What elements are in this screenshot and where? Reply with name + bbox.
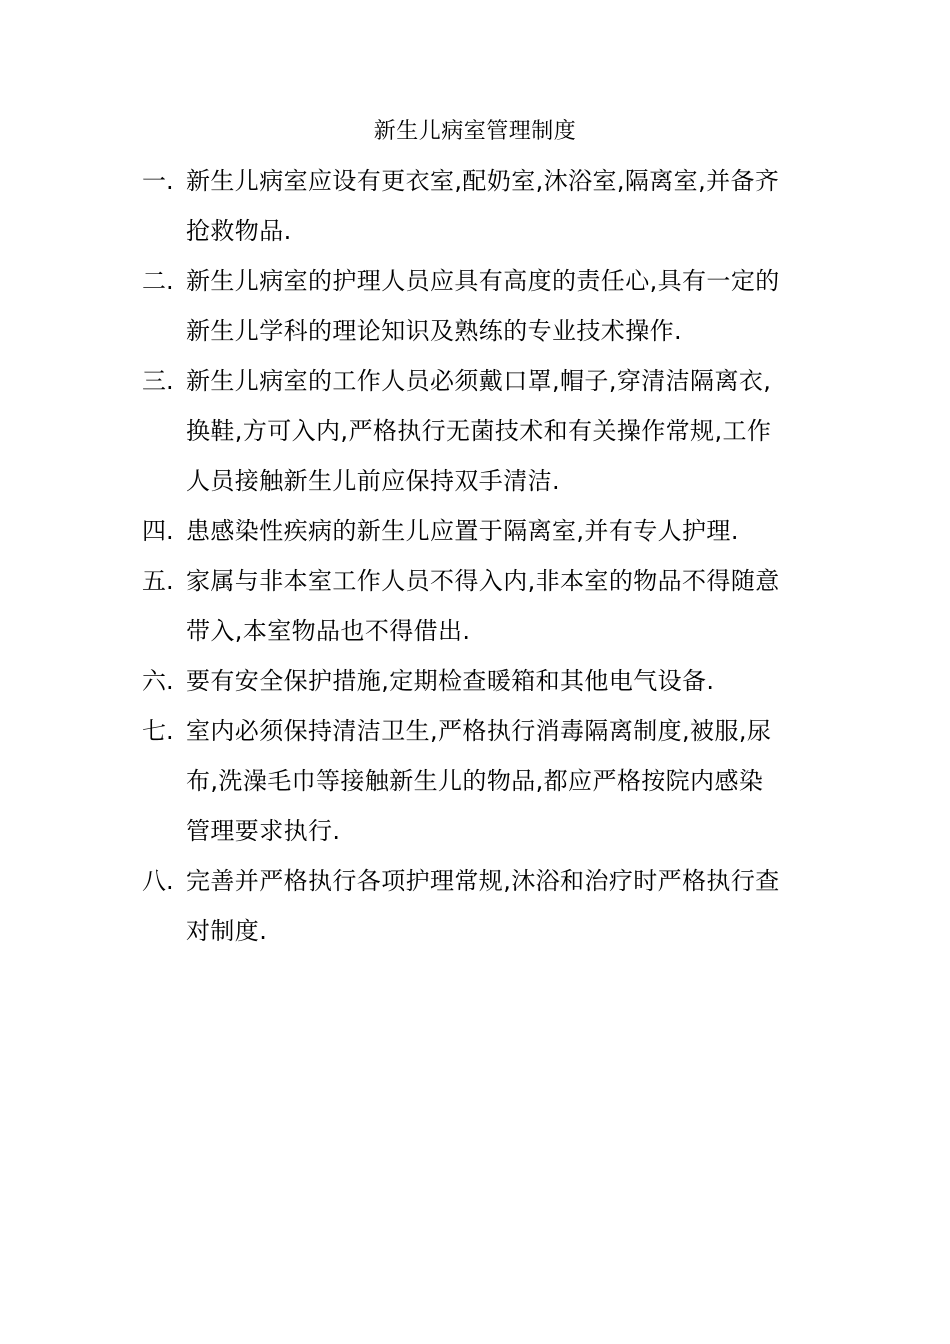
rule-text-line: 人员接触新生儿前应保持双手清洁. [186,467,561,495]
rule-item-7 [142,706,822,856]
rule-text [186,356,822,506]
rule-text-line: 新生儿病室的护理人员应具有高度的责任心,具有一定的 [186,267,780,295]
rule-text [186,556,822,656]
rule-text-line: 室内必须保持清洁卫生,严格执行消毒隔离制度,被服,尿 [186,717,772,745]
rules-list [142,156,822,956]
rule-item-4 [142,506,822,556]
rule-text [186,256,822,356]
rule-text-line: 布,洗澡毛巾等接触新生儿的物品,都应严格按院内感染 [186,767,764,795]
rule-text [186,506,822,556]
rule-text-line: 新生儿病室应设有更衣室,配奶室,沐浴室,隔离室,并备齐 [186,167,780,195]
rule-text-line: 家属与非本室工作人员不得入内,非本室的物品不得随意 [186,567,780,595]
rule-item-1 [142,156,822,256]
rule-text-line: 带入,本室物品也不得借出. [186,617,471,645]
rule-item-3 [142,356,822,506]
rule-number: 五. [142,567,174,595]
rule-text-line: 新生儿学科的理论知识及熟练的专业技术操作. [186,317,683,345]
rule-text-line: 换鞋,方可入内,严格执行无菌技术和有关操作常规,工作 [186,417,772,445]
rule-number: 四. [142,517,174,545]
rule-text-line: 对制度. [186,917,268,945]
rule-text-line: 完善并严格执行各项护理常规,沐浴和治疗时严格执行查 [186,867,780,895]
rule-number: 八. [142,867,174,895]
rule-text-line: 患感染性疾病的新生儿应置于隔离室,并有专人护理. [186,517,739,545]
rule-number: 二. [142,267,174,295]
rule-text-line: 新生儿病室的工作人员必须戴口罩,帽子,穿清洁隔离衣, [186,367,772,395]
rule-item-2 [142,256,822,356]
rule-item-8 [142,856,822,956]
rule-number: 六. [142,667,174,695]
document-title: 新生儿病室管理制度 [373,119,577,144]
rule-text [186,856,822,956]
rule-text-line: 管理要求执行. [186,817,341,845]
rule-text [186,706,822,856]
rule-text [186,656,822,706]
rule-number: 七. [142,717,174,745]
rule-number: 一. [142,167,174,195]
rule-text-line: 抢救物品. [186,217,292,245]
rule-item-5 [142,556,822,656]
rule-text-line: 要有安全保护措施,定期检查暖箱和其他电气设备. [186,667,715,695]
rule-number: 三. [142,367,174,395]
rule-text [186,156,822,256]
rule-item-6 [142,656,822,706]
